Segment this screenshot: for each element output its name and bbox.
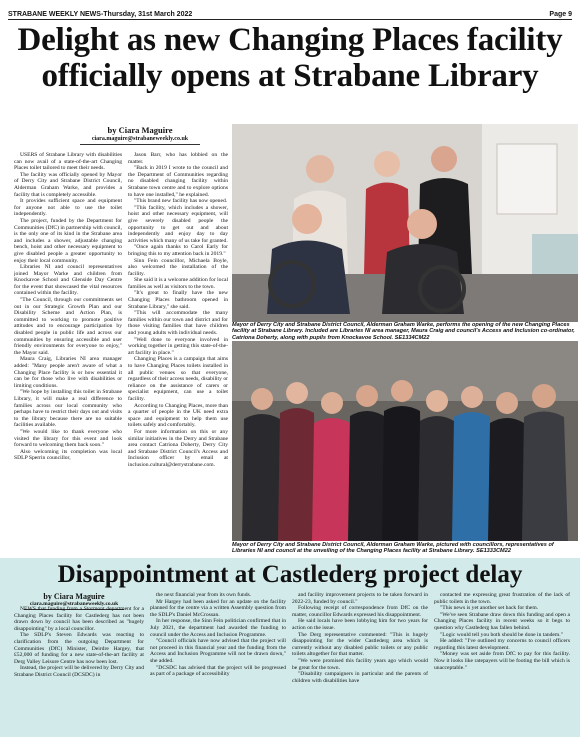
paragraph: "DCSDC has advised that the project will be progressed as part of a package of accessibility xyxy=(150,664,286,678)
paragraph: "This will accommodate the many families within our town and district and for those visiting families that have children and young adults with individual needs. xyxy=(128,310,228,337)
paragraph: "We would like to thank everyone who visited the library for this event and look forward to welcoming them back soon." xyxy=(14,428,122,449)
byline-name: by Ciara Maguire xyxy=(107,125,173,135)
main-headline: Delight as new Changing Places facility officially opens at Strabane Library xyxy=(17,22,563,94)
byline-email: ciara.maguire@strabaneweekly.co.uk xyxy=(91,136,189,142)
page-header xyxy=(8,6,572,20)
paragraph: the next financial year from its own funds. xyxy=(156,592,252,598)
story-column-1 xyxy=(14,152,122,552)
photo-opening-ceremony xyxy=(232,124,578,322)
paragraph: "This facility, which includes a shower, hoist and other necessary equipment, will give severely disabled people the opportunity to get out and about independently and enjoy day to day activities which many of us take for granted. xyxy=(128,204,228,244)
paragraph: According to Changing Places, more than a quarter of people in the UK need extra space and equipment to help them use toilets safely and comfortably. xyxy=(128,402,228,429)
paragraph: Sinn Fein councillor, Michaela Boyle, also welcomed the installation of the facility. xyxy=(128,257,228,277)
paragraph: Mr Hargey had been asked for an update on the facility planned for the centre via a written Assembly question from the SDLP's Daniel McCrossan. xyxy=(150,598,286,618)
paragraph: "It's great to finally have the new Changing Places bathroom opened in Strabane Library," she said. xyxy=(128,290,228,310)
paragraph: "The Council, through our commitments set out in our Strategic Growth Plan and our Disability Scheme and Action Plan, is committed to working to promote positive attitudes and to encourage participation by disabled people in public life and across our communities by ensuring accessible and user friendly environments for everyone to enjoy," the Mayor said. xyxy=(14,297,122,356)
paragraph: He said locals have been lobbying him for two years for action on the issue. xyxy=(292,618,428,631)
paragraph: Maura Craig, Libraries NI area manager added: "Many people aren't aware of what a Changing Place facility is or how essential it can be for those who live with disabilities or limiting conditions. xyxy=(14,356,122,389)
story2-column-3 xyxy=(292,592,428,734)
paragraph: He added: "I've outlined my concerns to council officers regarding this latest development. xyxy=(434,638,570,651)
story2-column-4 xyxy=(434,592,570,734)
story-column-2 xyxy=(128,152,228,552)
paragraph: Jason Barr, who has lobbied on the matter. xyxy=(128,152,228,165)
byline xyxy=(40,125,240,145)
paragraph: The Derg representative commented: "This is hugely disappointing for the wider Castlederg area which is currently without any disabled public toilets or any public toilets altogether for that matter. xyxy=(292,631,428,658)
photo-caption-2: Mayor of Derry City and Strabane District Council, Alderman Graham Warke, pictured with councillors, representatives of Libraries NI and council at the unveiling of the Changing Places facility at Strabane Library. SE1333CM22 xyxy=(232,542,554,555)
paragraph: Instead, the project will be delivered by Derry City and Strabane District Council (DCSDC) in xyxy=(14,665,144,678)
story2-byline-name: by Ciara Maguire xyxy=(43,592,105,601)
paragraph: "Well done to everyone involved in working together in getting this state-of-the-art facility in place." xyxy=(128,336,228,356)
paragraph: The facility was officially opened by Mayor of Derry City and Strabane District Council, Alderman Graham Warke, and provides a facility that is completely accessible. xyxy=(14,171,122,198)
paragraph: "This brand new facility has now opened. xyxy=(134,198,228,205)
paragraph: The project, funded by the Department for Communities (DfC) in partnership with council, is the only one of its kind in the Strabane area and includes a shower, adjustable changing bench, hoist and other necessary equipment to give disabled people a greater opportunity to enjoy their local community. xyxy=(14,217,122,264)
paragraph: Changing Places is a campaign that aims to have Changing Places toilets installed in all public venues so that everyone, regardless of their access needs, disability or reliance on the assistance of carers or specialist equipment, can use a toilet facility. xyxy=(128,356,228,402)
paragraph: Following receipt of correspondence from DfC on the matter, councillor Edwards expressed his disappointment. xyxy=(292,605,428,618)
paragraph: and facility improvement projects to be taken forward in 2022-23, funded by council." xyxy=(292,592,428,605)
paragraph: NEWS that funding from a Stormont department for a Changing Places facility for Castlederg has not been drawn down by council has been described as "hugely disappointing" by a local councillor. xyxy=(14,606,144,632)
paragraph: In her response, the Sinn Fein politician confirmed that in July 2021, the department had awarded the funding to council under the Access and Inclusion Programme. xyxy=(150,618,286,638)
page-number: Page 9 xyxy=(549,11,572,18)
story2-headline: Disappointment at Castlederg project delay xyxy=(57,561,523,588)
paragraph: "Disability campaigners in particular and the parents of children with disabilities have xyxy=(292,671,428,684)
paragraph: "This news is yet another set back for them. xyxy=(440,605,539,612)
paragraph: She said it is a welcome addition for local families as well as visitors to the town. xyxy=(128,277,228,290)
paragraph: "Back in 2019 I wrote to the council and the Department of Communities regarding no disabled changing facility within Strabane town centre and to explore options to have one installed," he explained. xyxy=(128,165,228,198)
paragraph: The SDLP's Steven Edwards was reacting to clarification from the outgoing Department for Communities (DfC) Minister, Deirdre Hargey, that £52,000 of funding for a new state-of-the-art facility at Derg Valley Leisure Centre has now been lost. xyxy=(14,632,144,665)
byline-rule xyxy=(80,144,200,145)
paragraph: "We've seen Strabane draw down this funding and open a Changing Places facility in recent weeks so it begs to question why Castlederg has fallen behind. xyxy=(434,611,570,631)
paragraph: USERS of Strabane Library with disabilities can now avail of a state-of-the-art Changing Places toilet tailored to meet their needs. xyxy=(14,152,122,172)
photo-caption-1: Mayor of Derry City and Strabane District Council, Alderman Graham Warke, performs the opening of the new Changing Places facility at Strabane Library. Included are Libraries NI area manager, Maura Craig and council's Access and Inclusion co-ordinator, Catriona Doherty, along with pupils from Knockavoe School. SE1334CM22 xyxy=(232,322,575,341)
paragraph: "Council officials have now advised that the project will not proceed in this financial year and the funding from the Access and Inclusion Programme will not be drawn down," she added. xyxy=(150,638,286,664)
paragraph: "We hope by installing this toilet in Strabane Library, it will make a real difference to families across our local community who perhaps have to restrict their days out and visits to the library because there are no suitable facilities available. xyxy=(14,389,122,429)
story2-column-1 xyxy=(14,606,144,734)
paragraph: It provides sufficient space and equipment for anyone not able to use the toilet independently. xyxy=(14,198,122,218)
paragraph: Also welcoming its completion was local SDLP Sperrin councillor, xyxy=(14,448,122,462)
paragraph: Libraries NI and council representatives joined Mayor Warke and children from Knockavoe School and Glenside Day Centre for the event that showcased the vital resources contained within the facility. xyxy=(14,264,122,297)
paragraph: "Money was set aside from DfC to pay for this facility. Now it looks like ratepayers will be footing the bill which is unacceptable." xyxy=(434,651,570,671)
paragraph: "Once again thanks to Carol Early for bringing this to my attention back in 2019." xyxy=(128,244,228,257)
paragraph: For more information on this or any similar initiatives in the Derry and Strabane area contact Catriona Doherty, Derry City and Strabane District Council's Access and Inclusion officer by email at inclusion.cultural@derrystrabane.com. xyxy=(128,428,228,468)
publication-line: STRABANE WEEKLY NEWS-Thursday, 31st March 2022 xyxy=(8,11,193,18)
story2-column-2 xyxy=(150,592,286,734)
photo-group xyxy=(232,341,578,541)
paragraph: "Logic would tell you both should be done in tandem." xyxy=(440,631,563,638)
paragraph: contacted me expressing great frustration of the lack of public toilets in the town. xyxy=(434,592,570,605)
story2-byline-email: ciara.maguire@strabaneweekly.co.uk xyxy=(29,601,119,607)
paragraph: "We were promised this facility years ago which would be great for the town. xyxy=(292,657,428,671)
